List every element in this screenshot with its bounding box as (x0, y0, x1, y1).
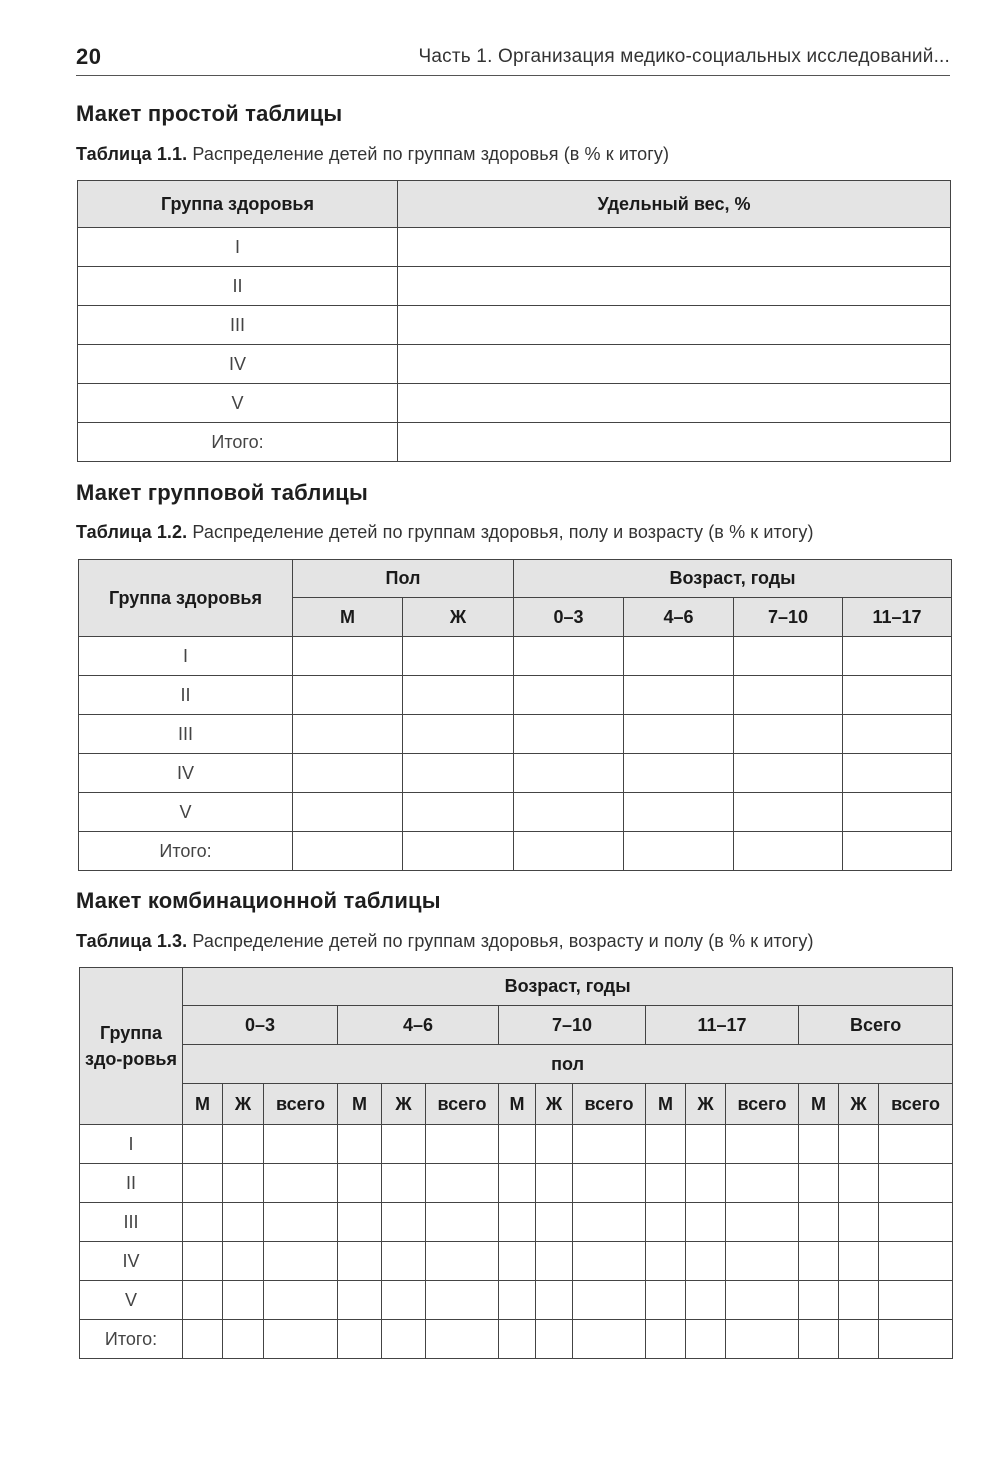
sub-header: Ж (686, 1084, 726, 1125)
empty-cell (686, 1125, 726, 1164)
empty-cell (734, 715, 843, 754)
empty-cell (843, 754, 952, 793)
empty-cell (403, 676, 514, 715)
sub-header: всего (726, 1084, 799, 1125)
table-row (80, 1320, 953, 1359)
empty-cell (843, 676, 952, 715)
empty-cell (536, 1242, 573, 1281)
empty-cell (879, 1164, 953, 1203)
empty-cell (624, 637, 734, 676)
empty-cell (403, 793, 514, 832)
empty-cell (338, 1320, 382, 1359)
age-0-3-header: 0–3 (183, 1006, 338, 1045)
caption-text: Распределение детей по группам здоровья (в % к итогу) (187, 144, 670, 164)
row-label: III (79, 715, 293, 754)
empty-cell (183, 1203, 223, 1242)
sub-header: Ж (223, 1084, 264, 1125)
empty-cell (839, 1203, 879, 1242)
row-label: IV (78, 345, 398, 384)
empty-cell (382, 1242, 426, 1281)
table-1-2 (78, 559, 952, 871)
empty-cell (536, 1203, 573, 1242)
empty-cell (223, 1203, 264, 1242)
table-row (79, 754, 952, 793)
sub-header: М (183, 1084, 223, 1125)
empty-cell (726, 1242, 799, 1281)
empty-cell (382, 1320, 426, 1359)
empty-cell (726, 1164, 799, 1203)
empty-cell (839, 1281, 879, 1320)
empty-cell (799, 1203, 839, 1242)
empty-cell (183, 1125, 223, 1164)
empty-cell (734, 676, 843, 715)
sub-header: всего (879, 1084, 953, 1125)
empty-cell (879, 1125, 953, 1164)
empty-cell (536, 1164, 573, 1203)
age-header: Возраст, годы (183, 968, 953, 1006)
empty-cell (264, 1164, 338, 1203)
empty-cell (293, 676, 403, 715)
empty-cell (293, 754, 403, 793)
row-label: Итого: (78, 423, 398, 462)
section-title-combination-table: Макет комбинационной таблицы (76, 888, 441, 913)
empty-cell (426, 1203, 499, 1242)
empty-cell (398, 345, 951, 384)
sub-header: Ж (536, 1084, 573, 1125)
page-number: 20 (76, 44, 102, 69)
empty-cell (624, 676, 734, 715)
sex-f-header: Ж (403, 598, 514, 637)
empty-cell (686, 1242, 726, 1281)
empty-cell (573, 1203, 646, 1242)
empty-cell (646, 1242, 686, 1281)
empty-cell (223, 1281, 264, 1320)
row-label: Итого: (80, 1320, 183, 1359)
row-label: V (80, 1281, 183, 1320)
empty-cell (382, 1125, 426, 1164)
empty-cell (264, 1281, 338, 1320)
empty-cell (686, 1281, 726, 1320)
empty-cell (403, 832, 514, 871)
empty-cell (843, 637, 952, 676)
empty-cell (624, 832, 734, 871)
age-11-17-header: 11–17 (646, 1006, 799, 1045)
empty-cell (398, 423, 951, 462)
empty-cell (734, 793, 843, 832)
table-row (80, 1281, 953, 1320)
sub-header: М (338, 1084, 382, 1125)
empty-cell (734, 637, 843, 676)
caption-table-1-1 (76, 144, 669, 165)
empty-cell (573, 1242, 646, 1281)
age-4-6-header: 4–6 (624, 598, 734, 637)
empty-cell (338, 1164, 382, 1203)
sub-header: всего (264, 1084, 338, 1125)
empty-cell (646, 1281, 686, 1320)
table-row (80, 1125, 953, 1164)
empty-cell (514, 754, 624, 793)
row-label: IV (80, 1242, 183, 1281)
empty-cell (426, 1281, 499, 1320)
table-row (78, 345, 951, 384)
column-header: Удельный вес, % (398, 181, 951, 228)
table-row (80, 1164, 953, 1203)
sub-header: Ж (382, 1084, 426, 1125)
row-label: III (78, 306, 398, 345)
table-1-1 (77, 180, 951, 462)
table-row (80, 1242, 953, 1281)
caption-label: Таблица 1.2. (76, 522, 188, 542)
empty-cell (293, 715, 403, 754)
table-row (80, 1203, 953, 1242)
empty-cell (573, 1320, 646, 1359)
empty-cell (799, 1164, 839, 1203)
empty-cell (499, 1203, 536, 1242)
empty-cell (646, 1203, 686, 1242)
sub-header: Ж (839, 1084, 879, 1125)
sub-header: М (499, 1084, 536, 1125)
empty-cell (398, 306, 951, 345)
empty-cell (843, 793, 952, 832)
empty-cell (536, 1320, 573, 1359)
empty-cell (183, 1320, 223, 1359)
row-label: V (78, 384, 398, 423)
empty-cell (536, 1281, 573, 1320)
empty-cell (726, 1125, 799, 1164)
empty-cell (879, 1203, 953, 1242)
caption-table-1-2 (76, 522, 814, 543)
section-title-simple-table: Макет простой таблицы (76, 101, 343, 126)
empty-cell (499, 1164, 536, 1203)
table-row (79, 793, 952, 832)
empty-cell (426, 1320, 499, 1359)
sex-m-header: М (293, 598, 403, 637)
row-label: IV (79, 754, 293, 793)
empty-cell (839, 1125, 879, 1164)
age-11-17-header: 11–17 (843, 598, 952, 637)
empty-cell (799, 1281, 839, 1320)
empty-cell (264, 1242, 338, 1281)
empty-cell (183, 1242, 223, 1281)
empty-cell (398, 267, 951, 306)
empty-cell (264, 1203, 338, 1242)
table-row (79, 676, 952, 715)
empty-cell (624, 754, 734, 793)
empty-cell (382, 1281, 426, 1320)
sex-header: пол (183, 1045, 953, 1084)
row-label: II (79, 676, 293, 715)
empty-cell (843, 832, 952, 871)
empty-cell (183, 1281, 223, 1320)
table-row (78, 423, 951, 462)
empty-cell (734, 754, 843, 793)
empty-cell (646, 1125, 686, 1164)
empty-cell (499, 1242, 536, 1281)
empty-cell (536, 1125, 573, 1164)
sub-header: всего (573, 1084, 646, 1125)
age-7-10-header: 7–10 (734, 598, 843, 637)
caption-text: Распределение детей по группам здоровья, возрасту и полу (в % к итогу) (187, 931, 814, 951)
running-title: Часть 1. Организация медико-социальных исследований... (418, 46, 950, 67)
empty-cell (514, 637, 624, 676)
sub-header: М (646, 1084, 686, 1125)
sub-header: М (799, 1084, 839, 1125)
empty-cell (223, 1164, 264, 1203)
empty-cell (839, 1164, 879, 1203)
empty-cell (624, 715, 734, 754)
age-7-10-header: 7–10 (499, 1006, 646, 1045)
empty-cell (573, 1164, 646, 1203)
row-label: V (79, 793, 293, 832)
empty-cell (338, 1203, 382, 1242)
empty-cell (839, 1242, 879, 1281)
caption-text: Распределение детей по группам здоровья, полу и возрасту (в % к итогу) (187, 522, 814, 542)
empty-cell (726, 1281, 799, 1320)
empty-cell (264, 1125, 338, 1164)
row-label: II (80, 1164, 183, 1203)
header-rule (76, 75, 950, 76)
empty-cell (799, 1125, 839, 1164)
empty-cell (726, 1320, 799, 1359)
empty-cell (403, 637, 514, 676)
empty-cell (499, 1281, 536, 1320)
table-row (79, 637, 952, 676)
empty-cell (382, 1203, 426, 1242)
empty-cell (499, 1125, 536, 1164)
empty-cell (624, 793, 734, 832)
empty-cell (403, 715, 514, 754)
empty-cell (514, 715, 624, 754)
table-row (79, 715, 952, 754)
empty-cell (799, 1320, 839, 1359)
row-label: III (80, 1203, 183, 1242)
empty-cell (514, 832, 624, 871)
empty-cell (686, 1164, 726, 1203)
empty-cell (403, 754, 514, 793)
empty-cell (223, 1320, 264, 1359)
empty-cell (398, 228, 951, 267)
row-label: I (78, 228, 398, 267)
empty-cell (573, 1125, 646, 1164)
age-4-6-header: 4–6 (338, 1006, 499, 1045)
section-title-group-table: Макет групповой таблицы (76, 480, 369, 505)
empty-cell (338, 1242, 382, 1281)
table-row (78, 306, 951, 345)
table-row (78, 267, 951, 306)
age-total-header: Всего (799, 1006, 953, 1045)
empty-cell (426, 1242, 499, 1281)
empty-cell (726, 1203, 799, 1242)
empty-cell (879, 1320, 953, 1359)
empty-cell (879, 1281, 953, 1320)
empty-cell (734, 832, 843, 871)
empty-cell (293, 793, 403, 832)
age-header: Возраст, годы (514, 560, 952, 598)
empty-cell (879, 1242, 953, 1281)
empty-cell (223, 1125, 264, 1164)
empty-cell (686, 1320, 726, 1359)
empty-cell (573, 1281, 646, 1320)
sex-header: Пол (293, 560, 514, 598)
empty-cell (839, 1320, 879, 1359)
empty-cell (223, 1242, 264, 1281)
caption-table-1-3 (76, 931, 814, 952)
sub-header: всего (426, 1084, 499, 1125)
empty-cell (514, 676, 624, 715)
empty-cell (499, 1320, 536, 1359)
empty-cell (426, 1125, 499, 1164)
table-1-3 (79, 967, 953, 1359)
row-label: I (80, 1125, 183, 1164)
empty-cell (382, 1164, 426, 1203)
group-header: Группа здоровья (79, 560, 293, 637)
row-label: Итого: (79, 832, 293, 871)
empty-cell (799, 1242, 839, 1281)
empty-cell (338, 1281, 382, 1320)
table-row (78, 384, 951, 423)
age-0-3-header: 0–3 (514, 598, 624, 637)
empty-cell (843, 715, 952, 754)
empty-cell (686, 1203, 726, 1242)
table-row (78, 228, 951, 267)
empty-cell (293, 832, 403, 871)
column-header: Группа здоровья (78, 181, 398, 228)
empty-cell (293, 637, 403, 676)
empty-cell (514, 793, 624, 832)
empty-cell (398, 384, 951, 423)
empty-cell (646, 1320, 686, 1359)
caption-label: Таблица 1.1. (76, 144, 188, 164)
group-header: Группа здо-ровья (80, 968, 183, 1125)
table-row (79, 832, 952, 871)
empty-cell (183, 1164, 223, 1203)
empty-cell (426, 1164, 499, 1203)
row-label: II (78, 267, 398, 306)
caption-label: Таблица 1.3. (76, 931, 188, 951)
empty-cell (264, 1320, 338, 1359)
empty-cell (338, 1125, 382, 1164)
empty-cell (646, 1164, 686, 1203)
row-label: I (79, 637, 293, 676)
